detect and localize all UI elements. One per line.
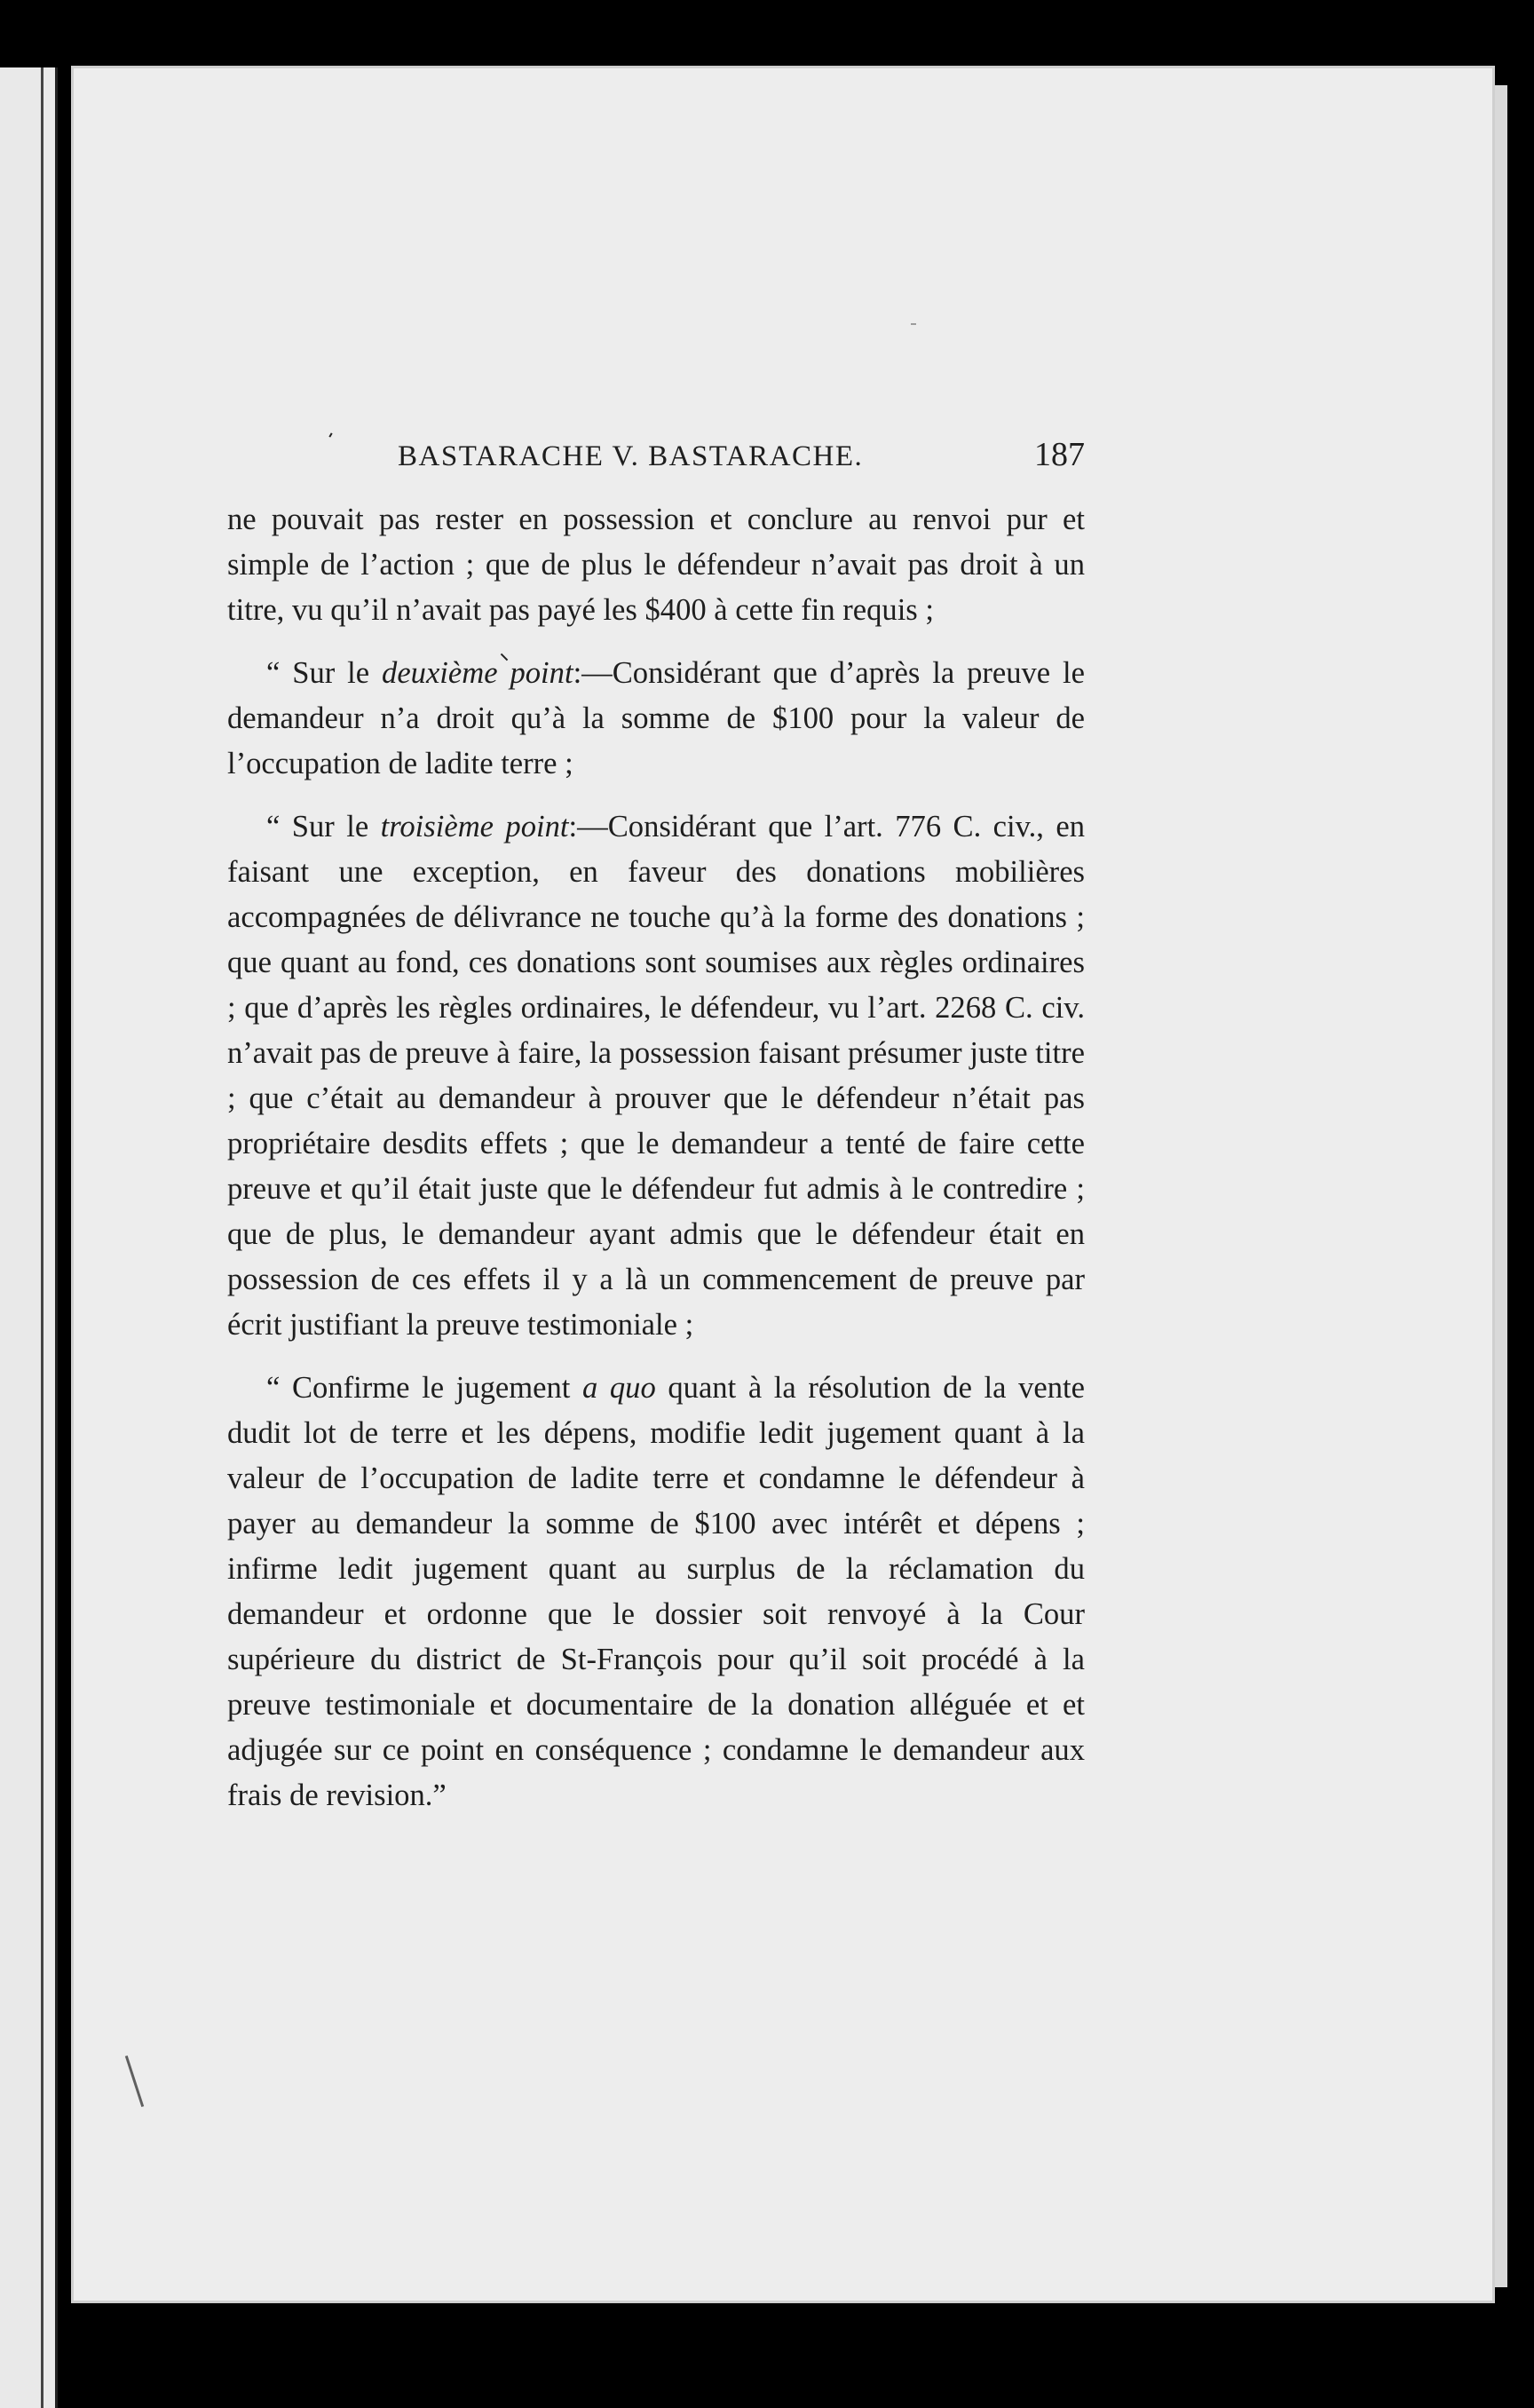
paragraph-lead: “ Sur le xyxy=(266,656,383,690)
facing-page-edge xyxy=(0,67,58,2408)
gutter-shadow xyxy=(41,67,43,2408)
paragraph-text: :—Considérant que d’après la preuve le demandeur n’a droit qu’à la somme de $100 pour la valeur de l’occupation de ladite terre ; xyxy=(227,656,1085,780)
paragraph-second-point xyxy=(227,651,1085,787)
paragraph-text: ne pouvait pas rester en possession et conclure au renvoi pur et simple de l’action ; que de plus le défendeur n’avait pas droit à un titre, vu qu’il n’avait pas payé les $400 à cette fin requis ; xyxy=(227,503,1085,627)
paragraph-judgment xyxy=(227,1366,1085,1818)
paragraph-lead: “ Confirme le jugement xyxy=(266,1371,582,1405)
paragraph-emphasis: troisième point xyxy=(380,810,569,844)
paragraph-emphasis: a quo xyxy=(581,1371,656,1405)
paragraph-continuation xyxy=(227,497,1085,633)
paragraph-text: quant à la résolution de la vente dudit lot de terre et les dépens, modifie ledit jugement quant à la valeur de l’occupation de ladite terre et condamne le défendeur à payer au demandeur la somme de $100 avec intérêt et dépens ; infirme ledit jugement quant au surplus de la réclamation du demandeur et ordonne que le dossier soit renvoyé à la Cour supérieure du district de St-François pour qu’il soit procédé à la preuve testimoniale et documentaire de la donation alléguée et et adjugée sur ce point en conséquence ; condamne le demandeur aux frais de revision.” xyxy=(227,1371,1085,1812)
page-text xyxy=(227,435,1085,1818)
scan-speck xyxy=(125,2056,144,2107)
paragraph-text: :—Considérant que l’art. 776 C. civ., en faisant une exception, en faveur des donations mobilières accompagnées de délivrance ne touche qu’à la forme des donations ; que quant au fond, ces donations sont soumises aux règles ordinaires ; que d’après les règles ordinaires, le défendeur, vu l’art. 2268 C. civ. n’avait pas de preuve à faire, la possession faisant présumer juste titre ; que c’était au demandeur à prouver que le défendeur n’était pas propriétaire desdits effets ; que le demandeur a tenté de faire cette preuve et qu’il était juste que le défendeur fut admis à le contredire ; que de plus, le demandeur ayant admis que le défendeur était en possession de ces effets il y a là un commencement de preuve par écrit justifiant la preuve testimoniale ; xyxy=(227,810,1086,1342)
running-title: BASTARACHE V. BASTARACHE. xyxy=(398,440,864,472)
page-stack-edge xyxy=(1495,85,1507,2287)
paragraph-lead: “ Sur le xyxy=(266,810,381,844)
scan-speck xyxy=(911,323,916,325)
running-head xyxy=(227,435,1085,497)
page-number: 187 xyxy=(1034,436,1085,473)
paragraph-third-point xyxy=(227,804,1085,1348)
paragraph-emphasis: deuxième point xyxy=(382,656,573,690)
